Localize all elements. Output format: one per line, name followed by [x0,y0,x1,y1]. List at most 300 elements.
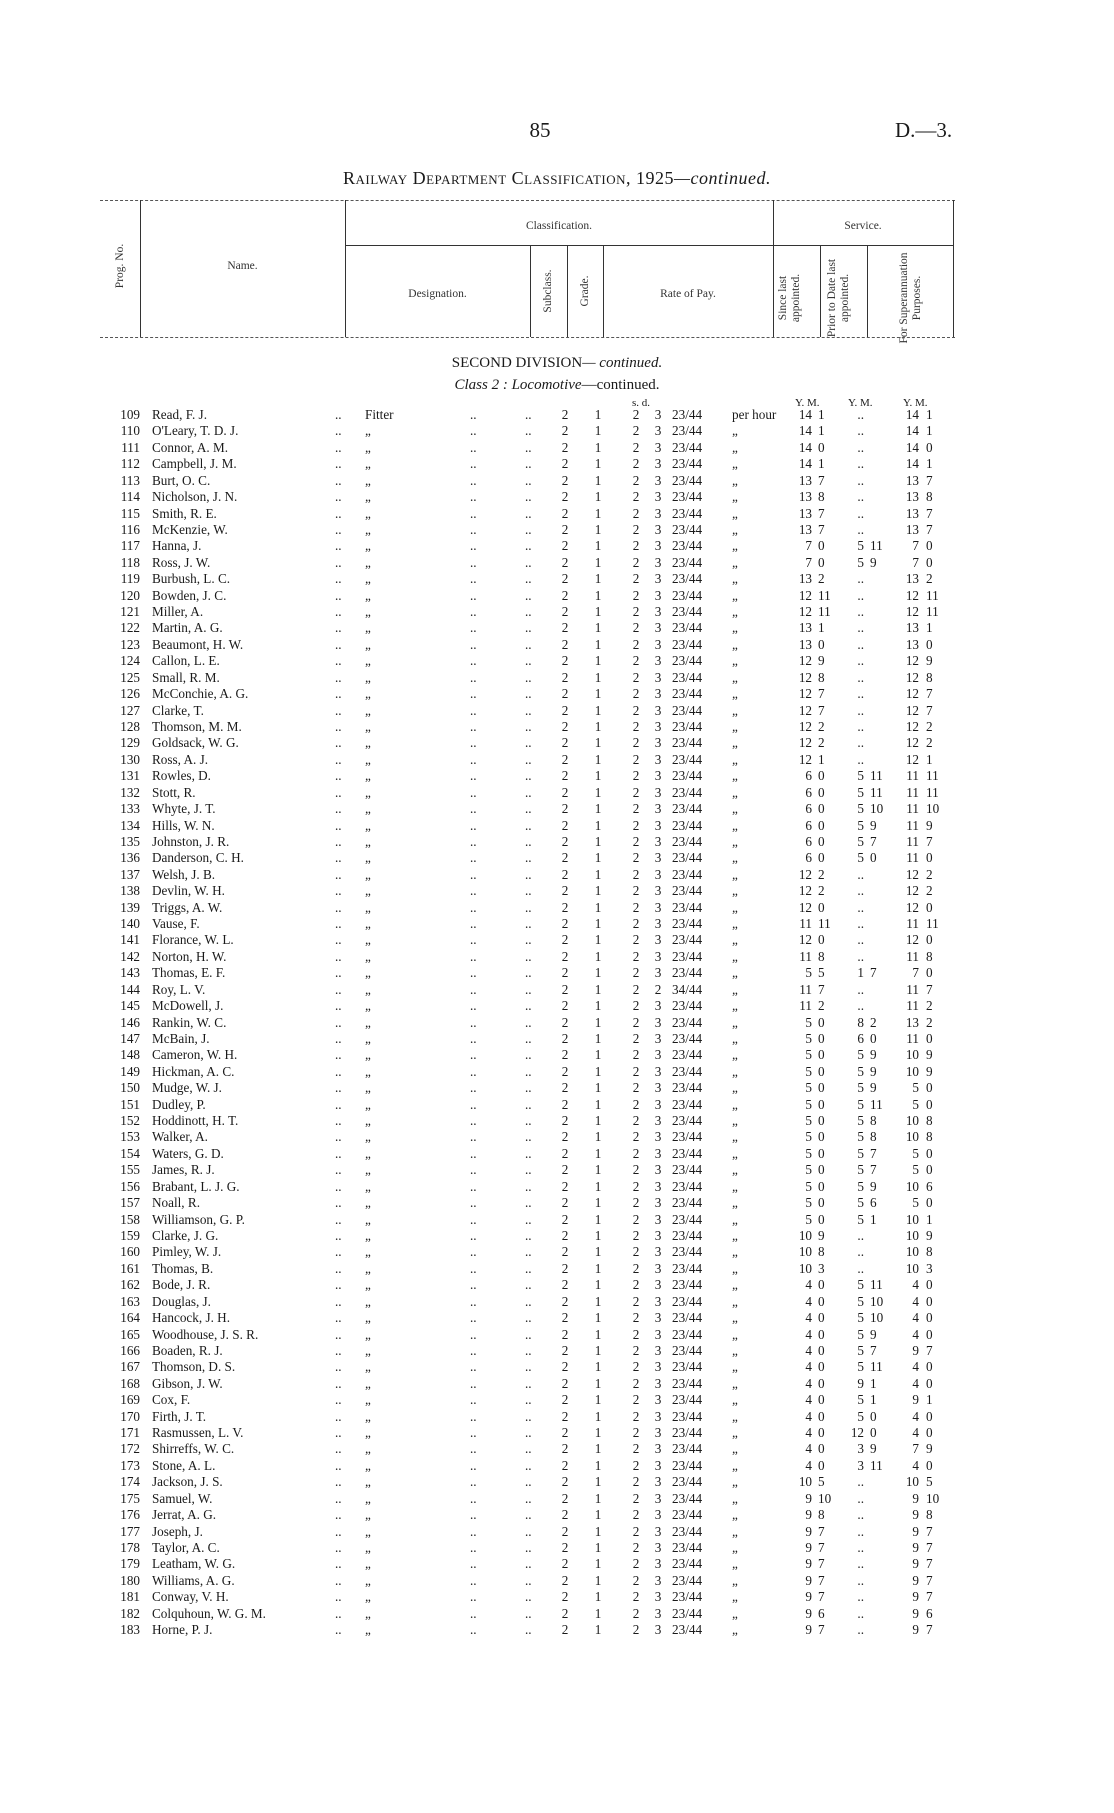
designation: „ [365,702,371,718]
subclass: 2 [561,489,569,505]
pay-shillings: 2 [632,538,640,554]
pay-pence: 3 [654,1605,662,1621]
grade: 1 [594,423,602,439]
pay-pence: 3 [654,620,662,636]
super-years: 4 [912,1293,919,1309]
leader-dots-3: .. [525,965,532,981]
pay-fraction: 34/44 [672,981,703,997]
table-row [0,571,1114,587]
grade: 1 [594,505,602,521]
super-months: 0 [926,1096,933,1112]
since-years: 5 [805,1145,812,1161]
super-years: 12 [905,883,919,899]
pay-fraction: 23/44 [672,538,703,554]
since-months: 1 [818,423,825,439]
since-years: 12 [798,932,812,948]
leader-dots: .. [335,1556,342,1572]
table-row [0,998,1114,1014]
prog-no: 146 [120,1014,140,1030]
leader-dots-2: .. [470,505,477,521]
prior-years: .. [857,1507,864,1523]
subclass: 2 [561,932,569,948]
leader-dots-3: .. [525,620,532,636]
leader-dots: .. [335,965,342,981]
table-row [0,1622,1114,1638]
super-years: 5 [912,1096,919,1112]
pay-fraction: 23/44 [672,965,703,981]
leader-dots-2: .. [470,998,477,1014]
super-years: 13 [905,505,919,521]
header-classification: Classification. [525,220,593,232]
super-years: 11 [906,833,919,849]
prior-months: 0 [870,1408,877,1424]
prior-years: .. [857,604,864,620]
pay-pence: 3 [654,686,662,702]
super-months: 0 [926,1277,933,1293]
grade: 1 [594,850,602,866]
grade: 1 [594,1162,602,1178]
super-months: 0 [926,1457,933,1473]
since-years: 9 [805,1507,812,1523]
pay-shillings: 2 [632,1129,640,1145]
leader-dots-2: .. [470,1129,477,1145]
leader-dots-3: .. [525,1441,532,1457]
pay-shillings: 2 [632,833,640,849]
super-years: 10 [905,1129,919,1145]
grade: 1 [594,1441,602,1457]
since-years: 5 [805,1030,812,1046]
prog-no: 163 [120,1293,140,1309]
prog-no: 177 [120,1523,140,1539]
leader-dots-3: .. [525,1014,532,1030]
super-years: 5 [912,1145,919,1161]
subclass: 2 [561,604,569,620]
leader-dots-3: .. [525,702,532,718]
super-months: 8 [926,489,933,505]
prior-months: 11 [870,538,883,554]
subclass: 2 [561,1063,569,1079]
subclass: 2 [561,1589,569,1605]
super-months: 0 [926,850,933,866]
table-row [0,1392,1114,1408]
since-years: 10 [798,1474,812,1490]
leader-dots: .. [335,1605,342,1621]
leader-dots-3: .. [525,916,532,932]
super-months: 1 [926,751,933,767]
subclass: 2 [561,620,569,636]
leader-dots: .. [335,669,342,685]
super-years: 12 [905,718,919,734]
pay-unit: „ [732,1408,738,1424]
since-months: 0 [818,1425,825,1441]
pay-unit: „ [732,423,738,439]
leader-dots-3: .. [525,472,532,488]
pay-shillings: 2 [632,801,640,817]
pay-fraction: 23/44 [672,1080,703,1096]
pay-fraction: 23/44 [672,998,703,1014]
name: Florance, W. L. [152,932,234,948]
designation: „ [365,1293,371,1309]
grade: 1 [594,965,602,981]
since-years: 13 [798,636,812,652]
since-years: 9 [805,1523,812,1539]
since-years: 9 [805,1605,812,1621]
name: Taylor, A. C. [152,1539,220,1555]
subclass: 2 [561,554,569,570]
pay-shillings: 2 [632,1425,640,1441]
since-months: 0 [818,817,825,833]
since-months: 8 [818,669,825,685]
pay-shillings: 2 [632,521,640,537]
since-months: 0 [818,768,825,784]
table-row [0,1359,1114,1375]
pay-unit: „ [732,1162,738,1178]
leader-dots-2: .. [470,1162,477,1178]
pay-shillings: 2 [632,571,640,587]
name: Williamson, G. P. [152,1211,245,1227]
pay-shillings: 2 [632,899,640,915]
prior-years: 5 [857,768,864,784]
pay-pence: 3 [654,735,662,751]
table-row [0,1179,1114,1195]
table-row [0,1277,1114,1293]
pay-pence: 3 [654,1063,662,1079]
subclass: 2 [561,751,569,767]
prior-years: .. [857,1490,864,1506]
subclass: 2 [561,1474,569,1490]
leader-dots-3: .. [525,636,532,652]
prog-no: 128 [120,718,140,734]
prog-no: 156 [120,1178,140,1194]
since-months: 0 [818,899,825,915]
since-months: 11 [818,916,831,932]
name: Cox, F. [152,1392,191,1408]
leader-dots-3: .. [525,1474,532,1490]
leader-dots: .. [335,456,342,472]
super-months: 10 [926,801,940,817]
name: Bode, J. R. [152,1277,211,1293]
designation: „ [365,636,371,652]
prior-months: 1 [870,1211,877,1227]
since-years: 4 [805,1359,812,1375]
leader-dots-2: .. [470,1293,477,1309]
prior-years: 5 [857,1162,864,1178]
name: Woodhouse, J. S. R. [152,1326,259,1342]
leader-dots-3: .. [525,1326,532,1342]
pay-shillings: 2 [632,1178,640,1194]
super-months: 8 [926,1113,933,1129]
pay-pence: 3 [654,1277,662,1293]
subclass: 2 [561,1408,569,1424]
since-months: 0 [818,1293,825,1309]
table-row [0,1556,1114,1572]
subclass: 2 [561,1539,569,1555]
grade: 1 [594,456,602,472]
pay-pence: 3 [654,801,662,817]
name: Bowden, J. C. [152,587,227,603]
leader-dots: .. [335,554,342,570]
pay-shillings: 2 [632,702,640,718]
since-years: 6 [805,833,812,849]
header-prior-to-date: Prior to Date last appointed. [826,258,851,338]
grade: 1 [594,604,602,620]
prior-months: 0 [870,1425,877,1441]
prior-years: .. [857,702,864,718]
prior-years: 5 [857,1178,864,1194]
grade: 1 [594,1457,602,1473]
leader-dots-3: .. [525,1605,532,1621]
division-label: SECOND DIVISION [451,355,583,371]
pay-fraction: 23/44 [672,1277,703,1293]
subclass: 2 [561,1457,569,1473]
subclass: 2 [561,1014,569,1030]
since-months: 7 [818,981,825,997]
pay-shillings: 2 [632,866,640,882]
prog-no: 144 [120,981,140,997]
pay-shillings: 2 [632,768,640,784]
pay-fraction: 23/44 [672,1589,703,1605]
pay-unit: „ [732,702,738,718]
prior-years: .. [857,1523,864,1539]
designation: „ [365,1523,371,1539]
leader-dots-2: .. [470,456,477,472]
table-row [0,1146,1114,1162]
prior-years: 5 [857,554,864,570]
since-months: 0 [818,850,825,866]
header-prog-no: Prog. No. [114,243,126,289]
super-years: 10 [905,1244,919,1260]
leader-dots-3: .. [525,998,532,1014]
pay-pence: 3 [654,1113,662,1129]
pay-fraction: 23/44 [672,1129,703,1145]
pay-fraction: 23/44 [672,521,703,537]
prior-years: 8 [857,1014,864,1030]
leader-dots-3: .. [525,751,532,767]
super-years: 13 [905,472,919,488]
leader-dots: .. [335,1375,342,1391]
designation: „ [365,1178,371,1194]
prog-no: 129 [120,735,140,751]
table-row [0,785,1114,801]
name: Whyte, J. T. [152,801,216,817]
since-years: 5 [805,1096,812,1112]
name: Samuel, W. [152,1490,213,1506]
leader-dots-3: .. [525,1342,532,1358]
prior-years: .. [857,686,864,702]
table-row [0,423,1114,439]
super-years: 12 [905,751,919,767]
pay-pence: 3 [654,554,662,570]
super-years: 13 [905,1014,919,1030]
prior-years: .. [857,751,864,767]
subclass: 2 [561,817,569,833]
grade: 1 [594,1047,602,1063]
leader-dots-2: .. [470,1589,477,1605]
designation: „ [365,1441,371,1457]
pay-unit: „ [732,1228,738,1243]
since-months: 0 [818,1441,825,1457]
since-months: 2 [818,998,825,1014]
pay-pence: 3 [654,718,662,734]
header-grade: Grade. [579,275,591,307]
name: Hanna, J. [152,538,202,554]
super-years: 14 [905,456,919,472]
prog-no: 130 [120,751,140,767]
pay-shillings: 2 [632,932,640,948]
super-years: 12 [905,702,919,718]
prog-no: 118 [120,554,140,570]
since-months: 0 [818,1277,825,1293]
since-months: 11 [818,604,831,620]
pay-shillings: 2 [632,1162,640,1178]
pay-unit: „ [732,1622,738,1638]
prior-years: .. [857,1556,864,1572]
since-years: 5 [805,1129,812,1145]
table-row [0,440,1114,456]
leader-dots-3: .. [525,1162,532,1178]
super-years: 10 [905,1474,919,1490]
super-months: 0 [926,899,933,915]
prior-years: 5 [857,1211,864,1227]
grade: 1 [594,735,602,751]
pay-fraction: 23/44 [672,1096,703,1112]
prior-years: .. [857,1474,864,1490]
since-years: 4 [805,1425,812,1441]
prior-years: 6 [857,1030,864,1046]
pay-shillings: 2 [632,1589,640,1605]
leader-dots-3: .. [525,833,532,849]
super-years: 5 [912,1195,919,1211]
super-years: 12 [905,866,919,882]
pay-pence: 3 [654,1030,662,1046]
leader-dots: .. [335,883,342,899]
prog-no: 178 [120,1539,140,1555]
super-years: 9 [912,1622,919,1638]
leader-dots-3: .. [525,1359,532,1375]
subclass: 2 [561,801,569,817]
subclass: 2 [561,784,569,800]
grade: 1 [594,521,602,537]
designation: „ [365,587,371,603]
pay-shillings: 2 [632,1474,640,1490]
pay-pence: 3 [654,439,662,455]
leader-dots-2: .. [470,489,477,505]
leader-dots-2: .. [470,768,477,784]
prog-no: 150 [120,1080,140,1096]
subclass: 2 [561,1080,569,1096]
super-months: 9 [926,1063,933,1079]
leader-dots-3: .. [525,489,532,505]
pay-pence: 3 [654,1457,662,1473]
leader-dots-3: .. [525,1129,532,1145]
leader-dots-2: .. [470,1572,477,1588]
pay-pence: 3 [654,604,662,620]
since-years: 12 [798,735,812,751]
prior-years: 5 [857,1392,864,1408]
leader-dots-3: .. [525,948,532,964]
prior-years: .. [857,505,864,521]
leader-dots-2: .. [470,1441,477,1457]
super-months: 1 [926,423,933,439]
pay-unit: „ [732,1129,738,1145]
since-months: 7 [818,1556,825,1572]
designation: „ [365,1359,371,1375]
since-months: 0 [818,554,825,570]
super-months: 0 [926,1195,933,1211]
pay-shillings: 2 [632,1326,640,1342]
prior-years: .. [857,1228,864,1243]
prog-no: 111 [121,439,140,455]
leader-dots-2: .. [470,1605,477,1621]
name: Colquhoun, W. G. M. [152,1605,266,1621]
class-name: Locomotive [511,377,582,393]
subclass: 2 [561,866,569,882]
designation: „ [365,1539,371,1555]
pay-unit: „ [732,1474,738,1490]
prog-no: 162 [120,1277,140,1293]
pay-shillings: 2 [632,686,640,702]
pay-unit: „ [732,1425,738,1441]
prior-months: 11 [870,768,883,784]
pay-fraction: 23/44 [672,1507,703,1523]
prog-no: 154 [120,1145,140,1161]
since-months: 7 [818,1572,825,1588]
prior-years: 5 [857,1129,864,1145]
leader-dots: .. [335,1392,342,1408]
prog-no: 121 [120,604,140,620]
pay-shillings: 2 [632,407,640,422]
since-years: 13 [798,521,812,537]
pay-unit: „ [732,439,738,455]
prog-no: 171 [120,1425,140,1441]
prior-years: .. [857,932,864,948]
super-months: 7 [926,1589,933,1605]
grade: 1 [594,1342,602,1358]
subclass: 2 [561,1425,569,1441]
name: Devlin, W. H. [152,883,225,899]
pay-unit: „ [732,1047,738,1063]
prior-months: 9 [870,817,877,833]
prior-months: 11 [870,1457,883,1473]
prog-no: 122 [120,620,140,636]
since-years: 12 [798,883,812,899]
prior-months: 9 [870,1326,877,1342]
grade: 1 [594,1228,602,1243]
since-months: 0 [818,1392,825,1408]
prior-years: .. [857,489,864,505]
leader-dots-3: .. [525,718,532,734]
table-row [0,1606,1114,1622]
super-years: 12 [905,669,919,685]
subclass: 2 [561,521,569,537]
grade: 1 [594,653,602,669]
pay-pence: 3 [654,899,662,915]
since-years: 10 [798,1260,812,1276]
super-months: 9 [926,1441,933,1457]
leader-dots: .. [335,521,342,537]
pay-pence: 3 [654,505,662,521]
pay-pence: 3 [654,423,662,439]
pay-pence: 3 [654,817,662,833]
pay-shillings: 2 [632,489,640,505]
pay-unit: „ [732,1244,738,1260]
subclass: 2 [561,1178,569,1194]
grade: 1 [594,916,602,932]
name: McDowell, J. [152,998,224,1014]
super-years: 11 [906,948,919,964]
designation: „ [365,735,371,751]
prog-no: 109 [120,407,140,422]
